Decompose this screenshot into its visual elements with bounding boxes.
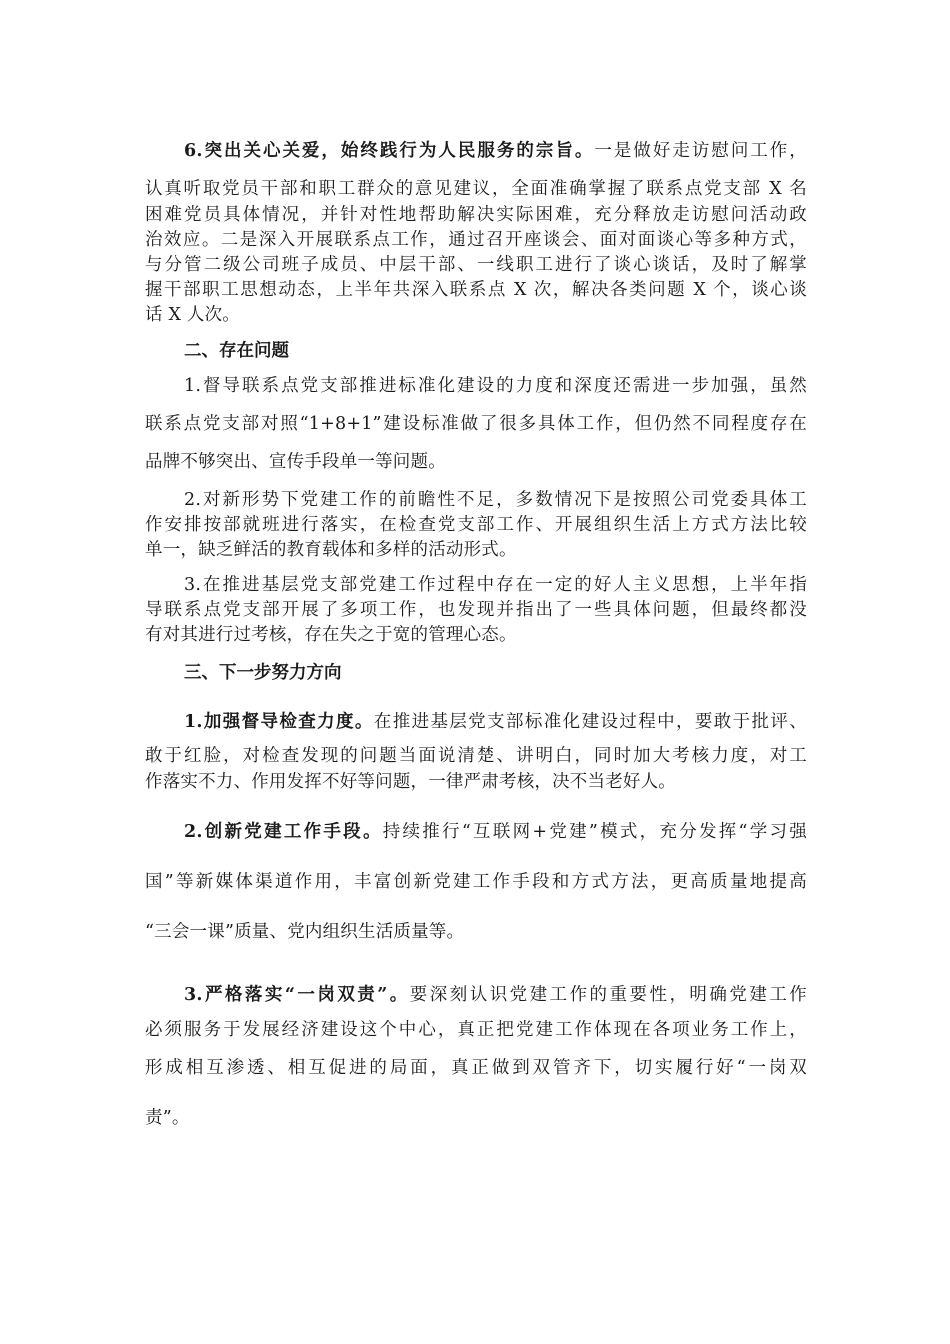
section6-line-7: 话 X 人次。 xyxy=(145,305,240,325)
section6-line-6: 握干部职工思想动态，上半年共深入联系点 X 次，解决各类问题 X 个，谈心谈 xyxy=(145,280,807,300)
problem2-line-3: 单一，缺乏鲜活的教育载体和多样的活动形式。 xyxy=(145,540,517,560)
problem1-line-2: 联系点党支部对照“1+8+1”建设标准做了很多具体工作，但仍然不同程度存在 xyxy=(145,414,807,434)
section6-line-1 xyxy=(184,139,807,163)
direction1-line-3: 作落实不力、作用发挥不好等问题，一律严肃考核，决不当老好人。 xyxy=(145,772,676,792)
section6-line-5: 与分管二级公司班子成员、中层干部、一线职工进行了谈心谈话，及时了解掌 xyxy=(145,255,807,275)
direction1-line1-rest: 在推进基层党支部标准化建设过程中，要敢于批评、 xyxy=(373,712,807,732)
direction1-line-2: 敢于红脸，对检查发现的问题当面说清楚、讲明白，同时加大考核力度，对工 xyxy=(145,746,807,766)
section6-line-4: 治效应。二是深入开展联系点工作，通过召开座谈会、面对面谈心等多种方式， xyxy=(145,230,807,250)
heading-next-steps: 三、下一步努力方向 xyxy=(184,663,342,683)
problem2-line-2: 作安排按部就班进行落实，在检查党支部工作、开展组织生活上方式方法比较 xyxy=(145,515,807,535)
problem1-line-3: 品牌不够突出、宣传手段单一等问题。 xyxy=(145,452,446,472)
problem3-line-2: 导联系点党支部开展了多项工作，也发现并指出了一些具体问题，但最终都没 xyxy=(145,600,807,620)
section6-line1-rest: 一是做好走访慰问工作， xyxy=(594,141,808,161)
direction2-line-2: 国”等新媒体渠道作用，丰富创新党建工作手段和方式方法，更高质量地提高 xyxy=(145,872,807,892)
problem3-line-3: 有对其进行过考核，存在失之于宽的管理心态。 xyxy=(145,625,517,645)
direction3-line-2: 必须服务于发展经济建设这个中心，真正把党建工作体现在各项业务工作上， xyxy=(145,1020,807,1040)
direction1-line-1 xyxy=(184,710,807,734)
problem1-line-1: 1.督导联系点党支部推进标准化建设的力度和深度还需进一步加强，虽然 xyxy=(184,376,807,396)
section6-line-2: 认真听取党员干部和职工群众的意见建议，全面准确掌握了联系点党支部 X 名 xyxy=(145,179,807,199)
direction3-line-3: 形成相互渗透、相互促进的局面，真正做到双管齐下，切实履行好“一岗双 xyxy=(145,1058,807,1078)
direction2-line-1 xyxy=(184,820,807,844)
direction3-line1-rest: 要深刻认识党建工作的重要性，明确党建工作 xyxy=(409,985,807,1005)
section6-lead: 6.突出关心关爱，始终践行为人民服务的宗旨。 xyxy=(184,141,595,161)
direction3-line-4: 责”。 xyxy=(145,1108,190,1128)
direction3-lead: 3.严格落实“一岗双责”。 xyxy=(184,985,410,1005)
direction2-lead: 2.创新党建工作手段。 xyxy=(184,822,383,842)
problem2-line-1: 2.对新形势下党建工作的前瞻性不足，多数情况下是按照公司党委具体工 xyxy=(184,490,807,510)
direction3-line-1 xyxy=(184,983,807,1007)
direction2-line1-rest: 持续推行“互联网+党建”模式，充分发挥“学习强 xyxy=(382,822,808,842)
direction2-line-3: “三会一课”质量、党内组织生活质量等。 xyxy=(145,922,465,942)
direction1-lead: 1.加强督导检查力度。 xyxy=(184,712,374,732)
heading-problems: 二、存在问题 xyxy=(184,341,289,361)
problem3-line-1: 3.在推进基层党支部党建工作过程中存在一定的好人主义思想，上半年指 xyxy=(184,575,807,595)
section6-line-3: 困难党员具体情况，并针对性地帮助解决实际困难，充分释放走访慰问活动政 xyxy=(145,205,807,225)
